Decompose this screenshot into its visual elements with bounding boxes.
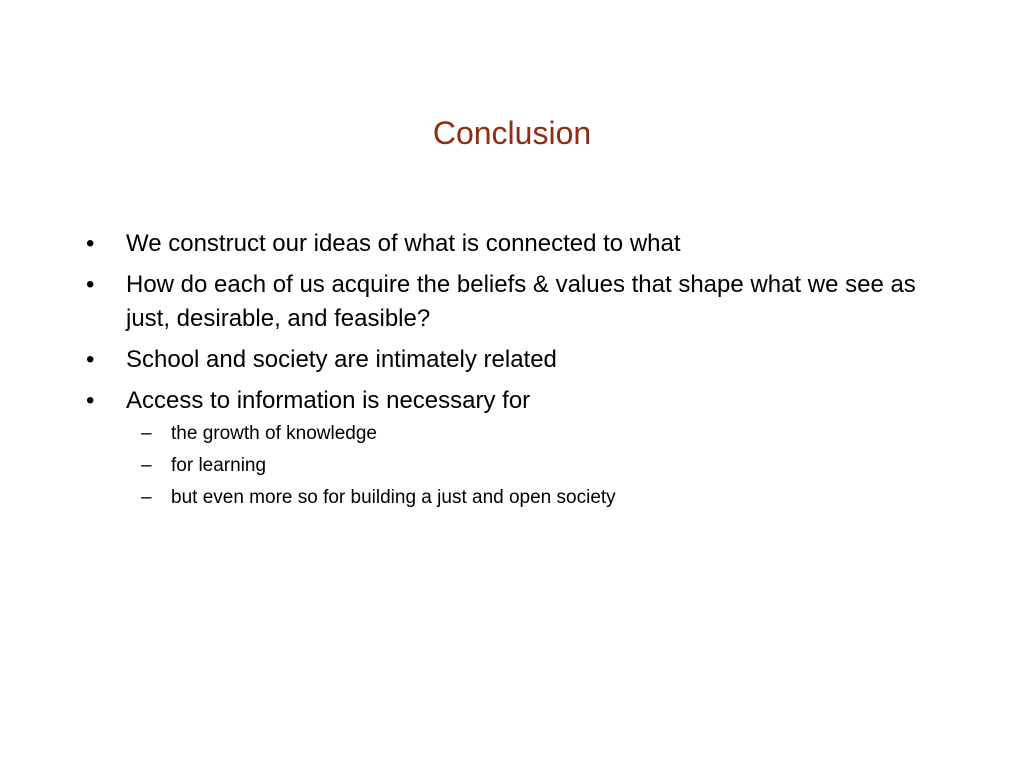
bullet-text: How do each of us acquire the beliefs & values that shape what we see as just, desirable, and feasible? [126,271,916,332]
sub-bullet-item [126,420,946,448]
sub-bullet-item [126,484,946,512]
bullet-item [86,268,946,336]
sub-bullet-marker: – [141,455,152,476]
sub-bullet-marker: – [141,487,152,508]
bullet-item [86,384,946,512]
bullet-text: School and society are intimately related [126,346,557,373]
bullet-marker: • [86,346,95,373]
bullet-marker: • [86,230,95,257]
bullet-item [86,227,946,261]
sub-bullet-list [126,420,946,512]
bullet-marker: • [86,271,95,298]
bullet-text: Access to information is necessary for [126,387,531,414]
sub-bullet-text: the growth of knowledge [171,423,377,444]
bullet-item [86,343,946,377]
slide-title: Conclusion [432,115,592,151]
bullet-text: We construct our ideas of what is connected to what [126,230,681,257]
sub-bullet-text: but even more so for building a just and open society [171,487,616,508]
sub-bullet-marker: – [141,423,152,444]
bullet-marker: • [86,387,95,414]
sub-bullet-text: for learning [171,455,267,476]
bullet-list [86,227,946,519]
sub-bullet-item [126,452,946,480]
